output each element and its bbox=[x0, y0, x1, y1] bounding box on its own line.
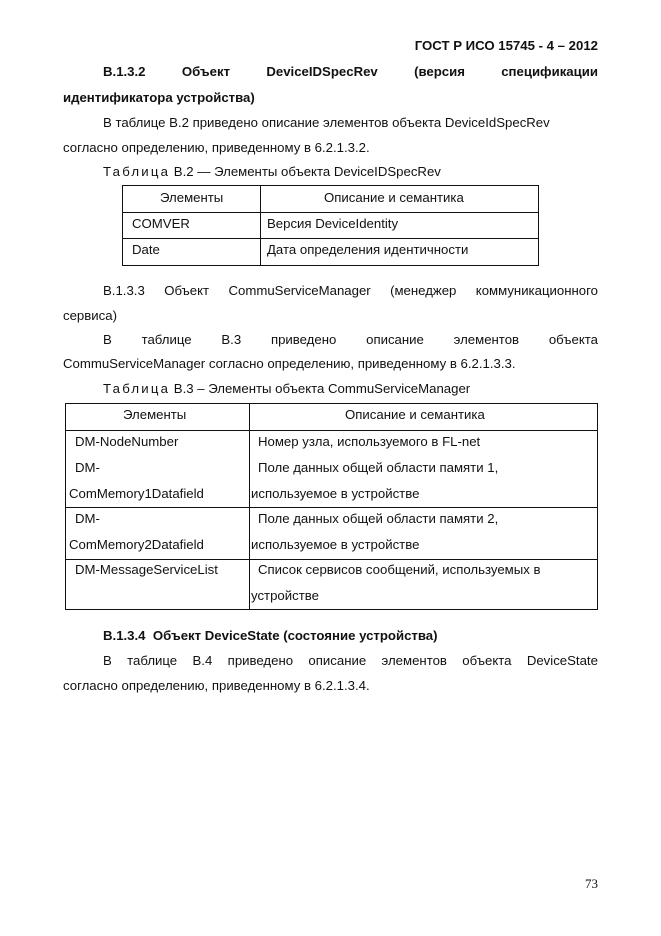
table-b3-caption bbox=[103, 381, 470, 396]
heading-word: Объект bbox=[164, 283, 210, 298]
caption-text: B.2 — Элементы объекта DeviceIDSpecRev bbox=[173, 164, 441, 179]
paragraph-word: B.3 bbox=[221, 332, 242, 347]
table-b3-cell-description: Поле данных общей области памяти 2, bbox=[258, 511, 499, 526]
paragraph-word: таблице bbox=[141, 332, 192, 347]
paragraph-b132-line1: В таблице B.2 приведено описание элементов объекта DeviceIdSpecRev bbox=[103, 115, 550, 130]
table-b3-cell-element: DM-NodeNumber bbox=[75, 434, 179, 449]
paragraph-word: приведено bbox=[270, 332, 337, 347]
heading-word: спецификации bbox=[501, 64, 598, 79]
heading-text: Объект DeviceState (состояние устройства) bbox=[152, 628, 438, 643]
paragraph-word: описание bbox=[308, 653, 367, 668]
paragraph-word: B.4 bbox=[192, 653, 213, 668]
heading-word: коммуникационного bbox=[475, 283, 598, 298]
paragraph-word: В bbox=[103, 653, 112, 668]
table-b3-cell-element: ComMemory1Datafield bbox=[69, 486, 204, 501]
table-b3-cell-description: устройстве bbox=[251, 588, 319, 603]
section-heading-b134 bbox=[103, 628, 438, 643]
table-b3 bbox=[65, 403, 598, 610]
heading-word: B.1.3.3 bbox=[103, 283, 145, 298]
caption-prefix: Таблица bbox=[103, 164, 171, 179]
table-b3-cell-element: DM- bbox=[75, 460, 100, 475]
table-b3-cell-description: используемое в устройстве bbox=[251, 486, 420, 501]
table-b3-cell-element: DM- bbox=[75, 511, 100, 526]
caption-prefix: Таблица bbox=[103, 381, 171, 396]
section-heading-b133-continuation: сервиса) bbox=[63, 308, 117, 323]
paragraph-b132-line2: согласно определению, приведенному в 6.2.1.3.2. bbox=[63, 140, 370, 155]
paragraph-word: описание bbox=[366, 332, 424, 347]
paragraph-word: приведено bbox=[227, 653, 294, 668]
paragraph-word: объекта bbox=[548, 332, 598, 347]
paragraph-word: элементов bbox=[381, 653, 447, 668]
heading-number: B.1.3.4 bbox=[103, 628, 146, 643]
table-b2-cell-element: COMVER bbox=[132, 216, 190, 231]
heading-word: DeviceIDSpecRev bbox=[266, 64, 378, 79]
heading-word: B.1.3.2 bbox=[103, 64, 146, 79]
page-number: 73 bbox=[585, 876, 598, 891]
table-b2-header-elements: Элементы bbox=[160, 190, 224, 205]
table-b2-caption bbox=[103, 164, 441, 179]
section-heading-b132 bbox=[103, 64, 598, 79]
table-b3-cell-description: Номер узла, используемого в FL-net bbox=[258, 434, 481, 449]
table-b2-header-description: Описание и семантика bbox=[324, 190, 464, 205]
paragraph-b134-line1 bbox=[103, 653, 598, 668]
table-b3-cell-description: Список сервисов сообщений, используемых в bbox=[258, 562, 541, 577]
paragraph-word: объекта bbox=[462, 653, 512, 668]
heading-word: (версия bbox=[414, 64, 465, 79]
paragraph-word: таблице bbox=[127, 653, 178, 668]
section-heading-b132-continuation: идентификатора устройства) bbox=[63, 90, 255, 105]
caption-text: B.3 – Элементы объекта CommuServiceManager bbox=[173, 381, 471, 396]
table-b3-cell-element: ComMemory2Datafield bbox=[69, 537, 204, 552]
table-b3-cell-element: DM-MessageServiceList bbox=[75, 562, 218, 577]
table-b2-cell-description: Версия DeviceIdentity bbox=[267, 216, 399, 231]
table-b3-header-description: Описание и семантика bbox=[345, 407, 485, 422]
paragraph-b134-line2: согласно определению, приведенному в 6.2.1.3.4. bbox=[63, 678, 370, 693]
paragraph-word: DeviceState bbox=[526, 653, 598, 668]
table-b2 bbox=[122, 185, 539, 266]
heading-word: (менеджер bbox=[390, 283, 457, 298]
section-heading-b133 bbox=[103, 283, 598, 298]
table-b3-header-elements: Элементы bbox=[123, 407, 187, 422]
heading-word: Объект bbox=[181, 64, 231, 79]
paragraph-word: элементов bbox=[453, 332, 520, 347]
paragraph-b133-line2: CommuServiceManager согласно определению, приведенному в 6.2.1.3.3. bbox=[63, 356, 516, 371]
paragraph-word: В bbox=[103, 332, 112, 347]
table-b2-cell-description: Дата определения идентичности bbox=[267, 242, 469, 257]
table-b2-cell-element: Date bbox=[132, 242, 160, 257]
table-b3-cell-description: используемое в устройстве bbox=[251, 537, 420, 552]
document-standard-header: ГОСТ Р ИСО 15745 - 4 – 2012 bbox=[414, 38, 598, 53]
heading-word: CommuServiceManager bbox=[228, 283, 371, 298]
paragraph-b133-line1 bbox=[103, 332, 598, 347]
table-b3-cell-description: Поле данных общей области памяти 1, bbox=[258, 460, 499, 475]
